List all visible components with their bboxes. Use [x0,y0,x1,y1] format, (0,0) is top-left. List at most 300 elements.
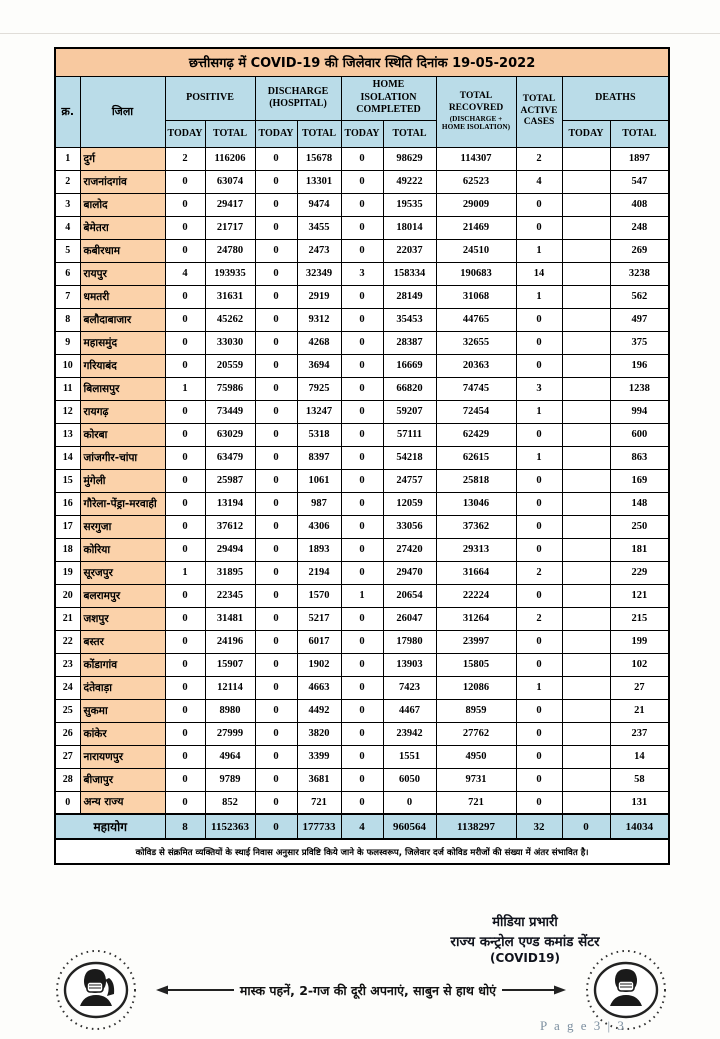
home-isolation-today-cell: 0 [341,239,383,262]
active-cases-cell: 0 [516,538,562,561]
active-cases-cell: 0 [516,308,562,331]
table-row [55,791,669,814]
positive-total-cell: 63074 [205,170,255,193]
home-isolation-today-cell: 0 [341,400,383,423]
positive-today-cell: 0 [165,354,205,377]
discharge-today-cell: 0 [255,193,297,216]
recovered-cell: 31264 [436,607,516,630]
positive-today-cell: 0 [165,607,205,630]
sn-cell: 19 [55,561,80,584]
home-isolation-total-cell: 4467 [383,699,436,722]
deaths-total-cell: 21 [610,699,669,722]
positive-total-cell: 31895 [205,561,255,584]
deaths-total-cell: 169 [610,469,669,492]
right-arrow-icon [502,984,566,996]
deaths-total-cell: 58 [610,768,669,791]
deaths-total-cell: 600 [610,423,669,446]
discharge-total-cell: 1893 [297,538,341,561]
district-cell: राजनांदगांव [80,170,165,193]
recovered-cell: 13046 [436,492,516,515]
recovered-cell: 25818 [436,469,516,492]
deaths-today-cell [562,653,610,676]
positive-total-cell: 9789 [205,768,255,791]
total-positive-today: 8 [165,814,205,839]
active-cases-cell: 2 [516,147,562,170]
table-row [55,469,669,492]
discharge-today-cell: 0 [255,216,297,239]
home-isolation-total-cell: 57111 [383,423,436,446]
home-isolation-total-cell: 17980 [383,630,436,653]
deaths-total-cell: 14 [610,745,669,768]
home-isolation-today-cell: 0 [341,446,383,469]
sn-cell: 1 [55,147,80,170]
table-row [55,768,669,791]
discharge-total-cell: 3455 [297,216,341,239]
deaths-today-cell [562,791,610,814]
home-isolation-total-cell: 98629 [383,147,436,170]
district-cell: जशपुर [80,607,165,630]
positive-today-cell: 0 [165,492,205,515]
deaths-today-cell [562,331,610,354]
deaths-total-cell: 497 [610,308,669,331]
table-row [55,446,669,469]
sn-cell: 10 [55,354,80,377]
sn-cell: 21 [55,607,80,630]
sn-cell: 20 [55,584,80,607]
positive-total-cell: 45262 [205,308,255,331]
positive-today-cell: 0 [165,676,205,699]
positive-total-cell: 37612 [205,515,255,538]
discharge-today-cell: 0 [255,147,297,170]
discharge-today-cell: 0 [255,239,297,262]
recovered-cell: 62429 [436,423,516,446]
table-title: छत्तीसगढ़ में COVID-19 की जिलेवार स्थिति दिनांक 19-05-2022 [55,48,669,76]
active-cases-cell: 2 [516,561,562,584]
discharge-today-cell: 0 [255,354,297,377]
positive-total-cell: 15907 [205,653,255,676]
deaths-total-cell: 408 [610,193,669,216]
home-isolation-today-cell: 0 [341,308,383,331]
district-cell: बेमेतरा [80,216,165,239]
positive-total-cell: 24196 [205,630,255,653]
discharge-total-cell: 1570 [297,584,341,607]
discharge-total-cell: 2473 [297,239,341,262]
deaths-today-cell [562,193,610,216]
home-isolation-today-cell: 0 [341,607,383,630]
sn-cell: 24 [55,676,80,699]
home-isolation-today-cell: 0 [341,653,383,676]
home-isolation-total-cell: 158334 [383,262,436,285]
positive-total-cell: 29494 [205,538,255,561]
discharge-today-cell: 0 [255,400,297,423]
positive-total-cell: 24780 [205,239,255,262]
positive-today-header: TODAY [165,120,205,147]
discharge-total-cell: 3681 [297,768,341,791]
district-cell: बलरामपुर [80,584,165,607]
district-cell: बीजापुर [80,768,165,791]
district-cell: जांजगीर-चांपा [80,446,165,469]
home-isolation-today-cell: 0 [341,170,383,193]
col-header-deaths: DEATHS [562,76,669,120]
positive-total-header: TOTAL [205,120,255,147]
active-cases-cell: 0 [516,584,562,607]
deaths-today-cell [562,492,610,515]
home-isolation-total-cell: 22037 [383,239,436,262]
discharge-today-cell: 0 [255,676,297,699]
deaths-total-cell: 131 [610,791,669,814]
home-isolation-today-cell: 0 [341,147,383,170]
recovered-cell: 12086 [436,676,516,699]
home-isolation-total-cell: 49222 [383,170,436,193]
home-isolation-today-cell: 0 [341,469,383,492]
district-cell: सरगुजा [80,515,165,538]
discharge-today-header: TODAY [255,120,297,147]
home-isolation-today-cell: 3 [341,262,383,285]
positive-total-cell: 75986 [205,377,255,400]
table-row [55,515,669,538]
recovered-cell: 31068 [436,285,516,308]
positive-today-cell: 0 [165,768,205,791]
deaths-today-cell [562,584,610,607]
active-cases-cell: 3 [516,377,562,400]
discharge-today-cell: 0 [255,607,297,630]
table-row [55,170,669,193]
home-isolation-today-cell: 0 [341,193,383,216]
positive-total-cell: 63029 [205,423,255,446]
home-isolation-total-cell: 59207 [383,400,436,423]
positive-total-cell: 29417 [205,193,255,216]
discharge-total-cell: 15678 [297,147,341,170]
discharge-total-cell: 6017 [297,630,341,653]
positive-today-cell: 0 [165,699,205,722]
table-row [55,630,669,653]
recovered-cell: 8959 [436,699,516,722]
positive-today-cell: 0 [165,630,205,653]
deaths-total-cell: 1897 [610,147,669,170]
positive-total-cell: 22345 [205,584,255,607]
discharge-today-cell: 0 [255,170,297,193]
positive-today-cell: 0 [165,446,205,469]
active-cases-cell: 1 [516,676,562,699]
active-cases-cell: 0 [516,492,562,515]
district-cell: महासमुंद [80,331,165,354]
home-isolation-total-cell: 6050 [383,768,436,791]
signature-org: राज्य कन्ट्रोल एण्ड कमांड सेंटर [450,934,600,950]
table-foot [55,814,669,864]
grand-total-label: महायोग [55,814,165,839]
discharge-today-cell: 0 [255,538,297,561]
total-active-cases: 32 [516,814,562,839]
table-row [55,331,669,354]
positive-total-cell: 21717 [205,216,255,239]
recovered-cell: 23997 [436,630,516,653]
active-cases-cell: 2 [516,607,562,630]
home-isolation-total-cell: 23942 [383,722,436,745]
home-isolation-total-cell: 33056 [383,515,436,538]
active-cases-cell: 0 [516,515,562,538]
table-row [55,216,669,239]
table-row [55,239,669,262]
page-number: P a g e 3 | 3 [540,1018,626,1033]
home-isolation-total-cell: 0 [383,791,436,814]
active-cases-cell: 0 [516,331,562,354]
left-arrow-icon [156,984,234,996]
recovered-cell: 20363 [436,354,516,377]
home-isolation-today-cell: 0 [341,423,383,446]
district-cell: सूरजपुर [80,561,165,584]
home-isolation-today-cell: 0 [341,561,383,584]
sn-cell: 9 [55,331,80,354]
home-isolation-today-cell: 0 [341,515,383,538]
table-row [55,285,669,308]
positive-total-cell: 12114 [205,676,255,699]
discharge-today-cell: 0 [255,308,297,331]
district-cell: सुकमा [80,699,165,722]
discharge-total-cell: 721 [297,791,341,814]
sn-cell: 12 [55,400,80,423]
discharge-today-cell: 0 [255,768,297,791]
discharge-today-cell: 0 [255,791,297,814]
positive-total-cell: 116206 [205,147,255,170]
table-row [55,538,669,561]
positive-total-cell: 25987 [205,469,255,492]
active-cases-cell: 0 [516,630,562,653]
sn-cell: 28 [55,768,80,791]
table-row [55,423,669,446]
positive-total-cell: 4964 [205,745,255,768]
positive-total-cell: 8980 [205,699,255,722]
home-isolation-today-cell: 0 [341,331,383,354]
recovered-cell: 32655 [436,331,516,354]
discharge-total-cell: 2194 [297,561,341,584]
discharge-today-cell: 0 [255,262,297,285]
district-cell: बिलासपुर [80,377,165,400]
table-row [55,492,669,515]
recovered-cell: 31664 [436,561,516,584]
active-cases-cell: 0 [516,216,562,239]
deaths-total-cell: 237 [610,722,669,745]
deaths-today-cell [562,308,610,331]
recovered-cell: 72454 [436,400,516,423]
home-isolation-today-cell: 0 [341,791,383,814]
home-isolation-total-cell: 28387 [383,331,436,354]
home-isolation-total-header: TOTAL [383,120,436,147]
positive-today-cell: 0 [165,400,205,423]
deaths-today-cell [562,377,610,400]
district-cell: बलौदाबाजार [80,308,165,331]
discharge-total-cell: 13247 [297,400,341,423]
sn-cell: 0 [55,791,80,814]
table-row [55,676,669,699]
deaths-today-cell [562,768,610,791]
scan-artifact-line [0,33,720,34]
discharge-today-cell: 0 [255,446,297,469]
deaths-today-cell [562,423,610,446]
recovered-cell: 44765 [436,308,516,331]
active-cases-cell: 1 [516,285,562,308]
positive-today-cell: 0 [165,515,205,538]
home-isolation-total-cell: 54218 [383,446,436,469]
total-discharge-total: 177733 [297,814,341,839]
table-row [55,400,669,423]
positive-today-cell: 0 [165,239,205,262]
district-cell: अन्य राज्य [80,791,165,814]
deaths-today-cell [562,147,610,170]
discharge-total-cell: 4268 [297,331,341,354]
district-cell: कबीरधाम [80,239,165,262]
positive-today-cell: 0 [165,722,205,745]
table-row [55,262,669,285]
recovered-cell: 37362 [436,515,516,538]
col-header-district: जिला [80,76,165,147]
deaths-total-cell: 248 [610,216,669,239]
deaths-total-cell: 375 [610,331,669,354]
recovered-cell: 29313 [436,538,516,561]
discharge-today-cell: 0 [255,745,297,768]
home-isolation-today-cell: 0 [341,538,383,561]
district-cell: मुंगेली [80,469,165,492]
table-body [55,147,669,814]
discharge-total-header: TOTAL [297,120,341,147]
positive-total-cell: 73449 [205,400,255,423]
deaths-today-cell [562,400,610,423]
positive-today-cell: 0 [165,193,205,216]
table-row [55,722,669,745]
sn-cell: 13 [55,423,80,446]
positive-today-cell: 0 [165,308,205,331]
col-header-positive: POSITIVE [165,76,255,120]
total-recovered-label: TOTAL RECOVRED [448,90,504,113]
deaths-total-cell: 1238 [610,377,669,400]
discharge-total-cell: 3820 [297,722,341,745]
total-home-isolation-total: 960564 [383,814,436,839]
positive-today-cell: 0 [165,170,205,193]
deaths-today-cell [562,722,610,745]
deaths-total-cell: 121 [610,584,669,607]
deaths-total-cell: 3238 [610,262,669,285]
table-row [55,377,669,400]
recovered-cell: 22224 [436,584,516,607]
recovered-cell: 21469 [436,216,516,239]
recovered-cell: 721 [436,791,516,814]
positive-today-cell: 0 [165,331,205,354]
discharge-total-cell: 13301 [297,170,341,193]
active-cases-cell: 0 [516,722,562,745]
positive-today-cell: 1 [165,561,205,584]
deaths-today-cell [562,699,610,722]
discharge-today-cell: 0 [255,722,297,745]
sn-cell: 6 [55,262,80,285]
table-row [55,699,669,722]
home-isolation-today-cell: 0 [341,676,383,699]
deaths-today-cell [562,239,610,262]
home-isolation-today-cell: 0 [341,377,383,400]
discharge-today-cell: 0 [255,630,297,653]
active-cases-cell: 0 [516,354,562,377]
sn-cell: 17 [55,515,80,538]
home-isolation-today-cell: 0 [341,745,383,768]
active-cases-cell: 0 [516,423,562,446]
home-isolation-total-cell: 1551 [383,745,436,768]
home-isolation-today-cell: 0 [341,285,383,308]
sn-cell: 23 [55,653,80,676]
deaths-total-cell: 196 [610,354,669,377]
home-isolation-total-cell: 28149 [383,285,436,308]
discharge-today-cell: 0 [255,285,297,308]
table-row [55,147,669,170]
deaths-today-cell [562,607,610,630]
home-isolation-total-cell: 19535 [383,193,436,216]
table-row [55,653,669,676]
deaths-total-cell: 229 [610,561,669,584]
deaths-total-cell: 102 [610,653,669,676]
sn-cell: 5 [55,239,80,262]
deaths-total-cell: 562 [610,285,669,308]
home-isolation-today-cell: 0 [341,768,383,791]
discharge-today-cell: 0 [255,423,297,446]
positive-total-cell: 31481 [205,607,255,630]
district-cell: गौरेला-पेंड्रा-मरवाही [80,492,165,515]
recovered-cell: 29009 [436,193,516,216]
deaths-total-cell: 994 [610,400,669,423]
deaths-today-cell [562,469,610,492]
home-isolation-total-cell: 66820 [383,377,436,400]
total-deaths-total: 14034 [610,814,669,839]
discharge-total-cell: 8397 [297,446,341,469]
deaths-total-cell: 863 [610,446,669,469]
positive-today-cell: 2 [165,147,205,170]
active-cases-cell: 0 [516,745,562,768]
positive-today-cell: 0 [165,584,205,607]
active-cases-cell: 0 [516,653,562,676]
banner-slogan: मास्क पहनें, 2-गज की दूरी अपनाएं, साबुन से हाथ धोएं [239,982,497,998]
active-cases-cell: 4 [516,170,562,193]
active-cases-cell: 1 [516,446,562,469]
discharge-total-cell: 1902 [297,653,341,676]
home-isolation-total-cell: 18014 [383,216,436,239]
discharge-total-cell: 1061 [297,469,341,492]
deaths-today-header: TODAY [562,120,610,147]
home-isolation-total-cell: 35453 [383,308,436,331]
masked-woman-icon [54,948,138,1032]
district-cell: धमतरी [80,285,165,308]
sn-cell: 22 [55,630,80,653]
discharge-total-cell: 2919 [297,285,341,308]
deaths-total-cell: 215 [610,607,669,630]
positive-today-cell: 4 [165,262,205,285]
active-cases-cell: 14 [516,262,562,285]
sn-cell: 15 [55,469,80,492]
recovered-cell: 27762 [436,722,516,745]
home-isolation-total-cell: 16669 [383,354,436,377]
district-cell: कांकेर [80,722,165,745]
active-cases-cell: 0 [516,791,562,814]
positive-total-cell: 27999 [205,722,255,745]
total-discharge-today: 0 [255,814,297,839]
discharge-total-cell: 5318 [297,423,341,446]
discharge-today-cell: 0 [255,469,297,492]
district-cell: नारायणपुर [80,745,165,768]
discharge-today-cell: 0 [255,377,297,400]
deaths-today-cell [562,170,610,193]
recovered-cell: 74745 [436,377,516,400]
district-cell: गरियाबंद [80,354,165,377]
total-positive-total: 1152363 [205,814,255,839]
grand-total-row [55,814,669,839]
discharge-today-cell: 0 [255,492,297,515]
title-row [55,48,669,76]
home-isolation-total-cell: 7423 [383,676,436,699]
